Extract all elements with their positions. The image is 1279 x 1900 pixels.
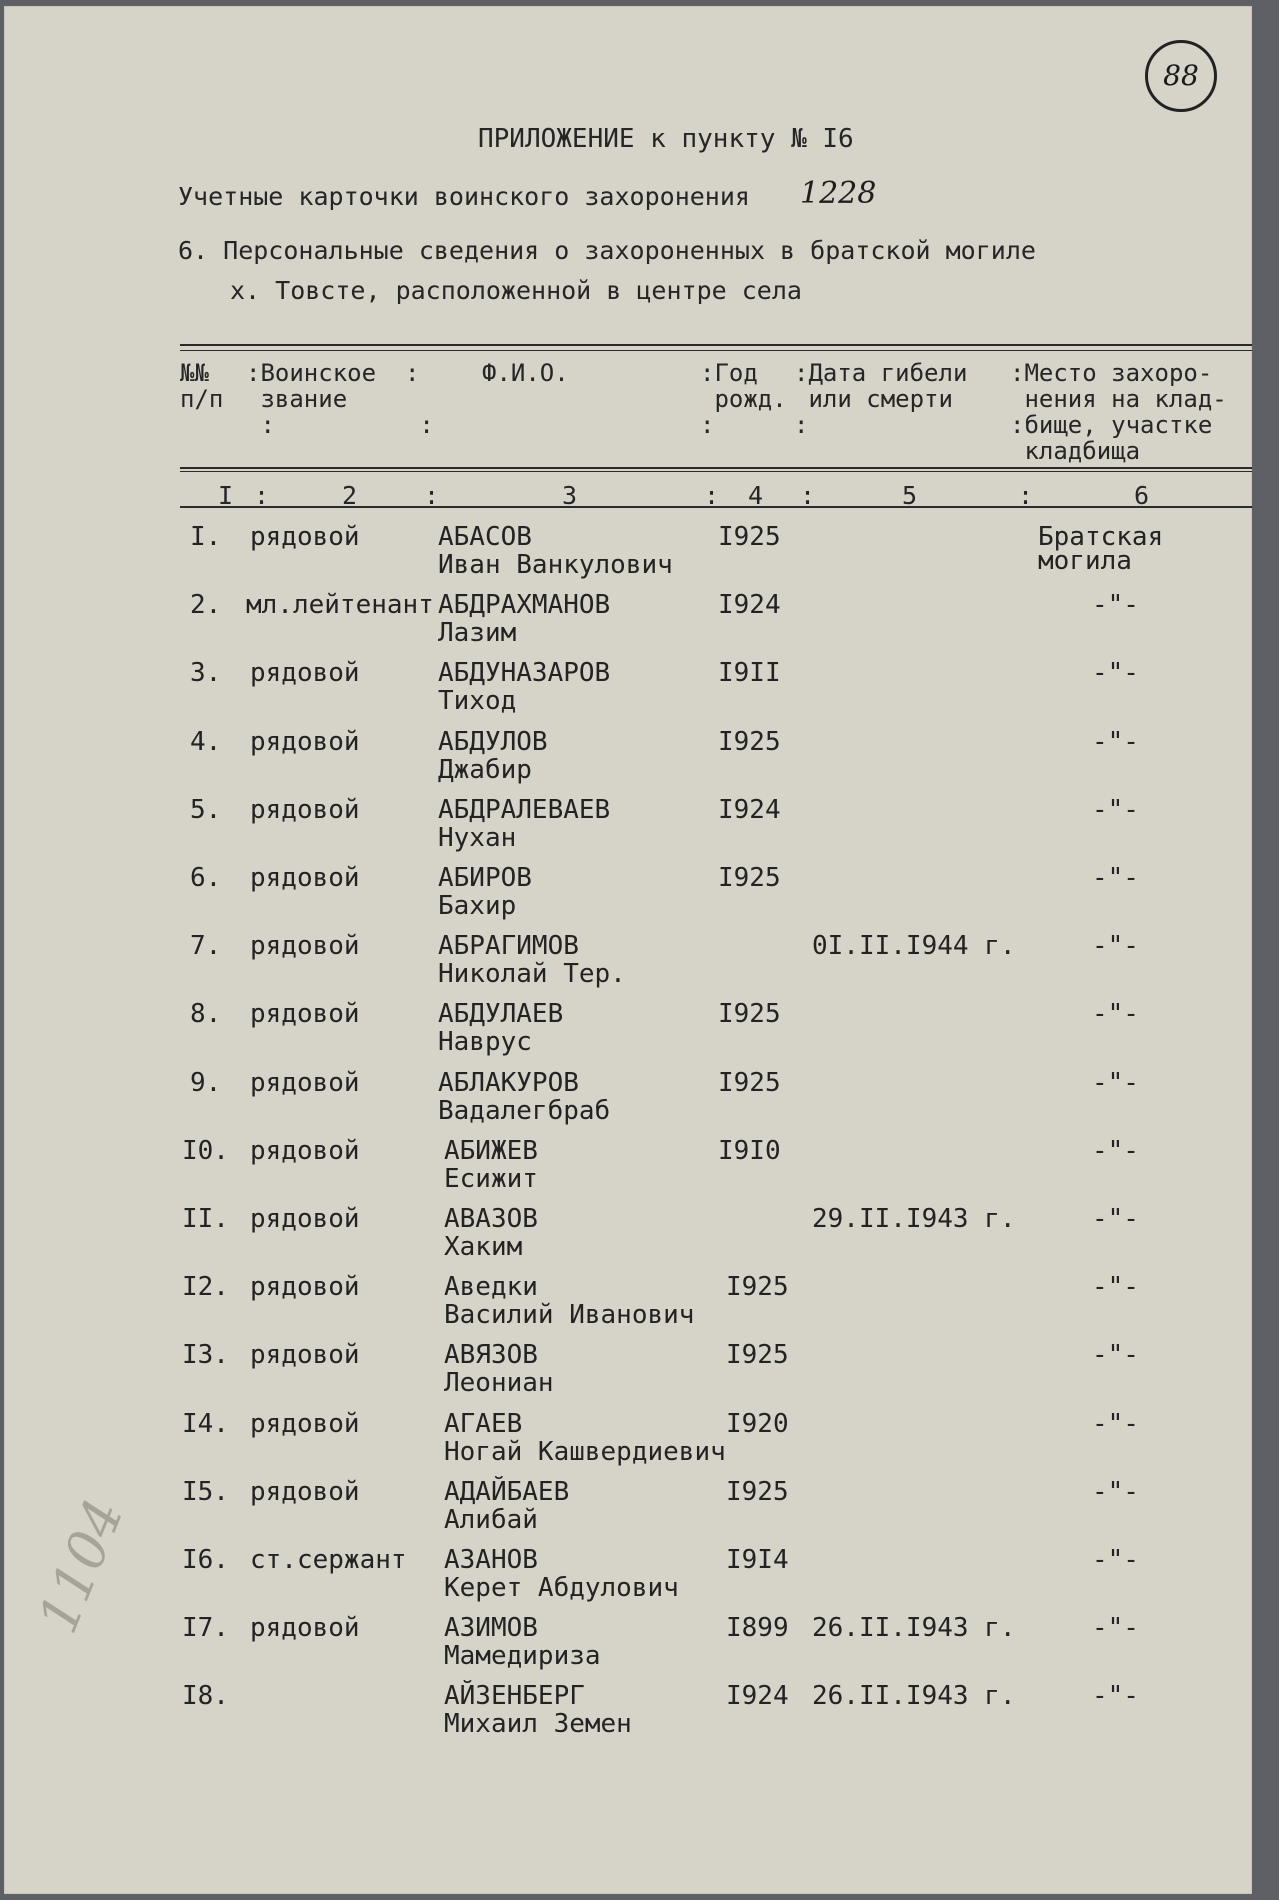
col-number-2: 2 [342,481,358,510]
row-rank: рядовой [250,1136,360,1166]
row-rank: рядовой [250,727,360,757]
col-header-death-date: :Дата гибели или смерти : [794,359,968,439]
row-given-name: Мамедириза [444,1641,601,1671]
row-surname: АГАЕВ [444,1409,523,1439]
row-given-name: Лазим [438,618,517,648]
row-surname: АБДУНАЗАРОВ [438,658,611,688]
section-heading-line1: 6. Персональные сведения о захороненных в братской могиле [178,236,1036,265]
row-surname: АБДРАЛЕВАЕВ [438,795,611,825]
row-number: I5. [182,1477,229,1507]
col-header-birth-year: :Год рожд. : [700,359,787,439]
col-number-6: 6 [1134,481,1150,510]
col-number-sep: : [1018,481,1034,510]
row-surname: АЗИМОВ [444,1613,538,1643]
row-birth-year: I924 [726,1681,789,1711]
row-birth-year: I925 [726,1477,789,1507]
row-rank: ст.сержант [250,1545,407,1575]
row-burial-place: -"- [1092,795,1139,825]
row-birth-year: I9I4 [726,1545,789,1575]
row-given-name: Николай Тер. [438,959,626,989]
row-surname: АБДРАХМАНОВ [438,590,611,620]
col-number-4: 4 [748,481,764,510]
margin-handwritten-note: 1104 [26,1490,136,1642]
row-number: I6. [182,1545,229,1575]
row-rank: рядовой [250,999,360,1029]
row-burial-place: -"- [1092,931,1139,961]
row-number: 4. [190,727,222,757]
row-burial-place: -"- [1092,1272,1139,1302]
row-number: 3. [190,658,222,688]
row-rank: рядовой [250,658,360,688]
row-burial-place: -"- [1092,590,1139,620]
row-burial-place: -"- [1092,1409,1139,1439]
row-given-name: Михаил Земен [444,1709,632,1739]
row-rank: мл.лейтенант [246,590,434,620]
row-number: 6. [190,863,222,893]
row-rank: рядовой [250,1477,360,1507]
row-number: I4. [182,1409,229,1439]
row-burial-place: -"- [1092,658,1139,688]
row-given-name: Леониан [444,1368,554,1398]
row-burial-place: -"- [1092,999,1139,1029]
row-given-name: Василий Иванович [444,1300,695,1330]
page-number: 88 [1163,59,1199,92]
row-birth-year: I925 [718,863,781,893]
row-number: I8. [182,1681,229,1711]
row-given-name: Хаким [444,1232,523,1262]
row-burial-place: -"- [1092,1136,1139,1166]
row-given-name: Вадалегбраб [438,1096,611,1126]
row-number: II. [182,1204,229,1234]
row-rank: рядовой [250,931,360,961]
row-rank: рядовой [250,795,360,825]
row-birth-year: I9II [718,658,781,688]
row-rank: рядовой [250,1204,360,1234]
row-rank: рядовой [250,522,360,552]
row-birth-year: I925 [726,1340,789,1370]
col-number-1: I [218,481,234,510]
row-given-name: Джабир [438,755,532,785]
col-header-number: №№ п/п [180,359,224,413]
burial-number: 1228 [800,176,877,211]
row-number: I3. [182,1340,229,1370]
row-birth-year: I920 [726,1409,789,1439]
row-surname: АБДУЛАЕВ [438,999,564,1029]
row-given-name: Алибай [444,1505,538,1535]
row-death-date: 29.II.I943 г. [812,1204,1016,1234]
row-burial-place: -"- [1092,1613,1139,1643]
col-number-sep: : [424,481,440,510]
row-given-name: Есижит [444,1164,538,1194]
row-number: 7. [190,931,222,961]
col-header-burial-place: :Место захоро- нения на клад- :бище, участке кладбища [1010,359,1227,465]
row-surname: АВАЗОВ [444,1204,538,1234]
row-rank: рядовой [250,1409,360,1439]
page-number-stamp [1145,40,1217,112]
row-rank: рядовой [250,1068,360,1098]
row-given-name: Бахир [438,891,517,921]
row-surname: АБЛАКУРОВ [438,1068,579,1098]
row-surname: АДАЙБАЕВ [444,1477,570,1507]
row-given-name: Керет Абдулович [444,1573,679,1603]
section-heading-line2: х. Товсте, расположенной в центре села [230,276,802,305]
row-surname: АБРАГИМОВ [438,931,579,961]
col-header-name: Ф.И.О. [482,359,569,387]
row-birth-year: I924 [718,590,781,620]
row-birth-year: I925 [718,1068,781,1098]
row-birth-year: I924 [718,795,781,825]
col-number-sep: : [704,481,720,510]
row-number: I0. [182,1136,229,1166]
row-rank: рядовой [250,1272,360,1302]
row-birth-year: I925 [718,727,781,757]
row-death-date: 0I.II.I944 г. [812,931,1016,961]
row-number: 8. [190,999,222,1029]
row-number: 9. [190,1068,222,1098]
row-burial-place: -"- [1092,1340,1139,1370]
row-given-name: Нухан [438,823,517,853]
row-burial-place: -"- [1092,1204,1139,1234]
row-given-name: Тиход [438,686,517,716]
row-surname: АБАСОВ [438,522,532,552]
row-given-name: Иван Ванкулович [438,550,673,580]
document-page [4,6,1252,1894]
col-header-rank: :Воинское : звание : : [246,359,434,439]
row-given-name: Ногай Кашвердиевич [444,1437,726,1467]
col-number-sep: : [254,481,270,510]
col-number-5: 5 [902,481,918,510]
row-surname: АЙЗЕНБЕРГ [444,1681,585,1711]
row-number: 5. [190,795,222,825]
row-number: I7. [182,1613,229,1643]
row-burial-place: -"- [1092,727,1139,757]
row-burial-place: Братская [1038,522,1164,552]
row-burial-place-line2: могила [1038,546,1132,576]
row-rank: рядовой [250,1613,360,1643]
row-burial-place: -"- [1092,1477,1139,1507]
row-burial-place: -"- [1092,863,1139,893]
row-birth-year: I925 [726,1272,789,1302]
row-number: 2. [190,590,222,620]
col-number-3: 3 [562,481,578,510]
document-title: ПРИЛОЖЕНИЕ к пункту № I6 [478,124,854,154]
row-death-date: 26.II.I943 г. [812,1681,1016,1711]
row-number: I. [190,522,222,552]
row-surname: АЗАНОВ [444,1545,538,1575]
row-burial-place: -"- [1092,1545,1139,1575]
row-burial-place: -"- [1092,1068,1139,1098]
col-number-sep: : [800,481,816,510]
row-surname: АВЯЗОВ [444,1340,538,1370]
header-bottom-rule-2 [180,471,1252,472]
row-rank: рядовой [250,863,360,893]
table-top-rule [180,344,1252,346]
row-rank: рядовой [250,1340,360,1370]
row-surname: АБДУЛОВ [438,727,548,757]
row-burial-place: -"- [1092,1681,1139,1711]
row-number: I2. [182,1272,229,1302]
row-surname: Аведки [444,1272,538,1302]
header-bottom-rule [180,467,1252,469]
row-surname: АБИРОВ [438,863,532,893]
table-top-rule-2 [180,350,1252,351]
row-birth-year: I925 [718,999,781,1029]
row-birth-year: I9I0 [718,1136,781,1166]
row-surname: АБИЖЕВ [444,1136,538,1166]
row-birth-year: I899 [726,1613,789,1643]
row-death-date: 26.II.I943 г. [812,1613,1016,1643]
row-birth-year: I925 [718,522,781,552]
document-subtitle: Учетные карточки воинского захоронения [178,182,750,211]
row-given-name: Наврус [438,1027,532,1057]
